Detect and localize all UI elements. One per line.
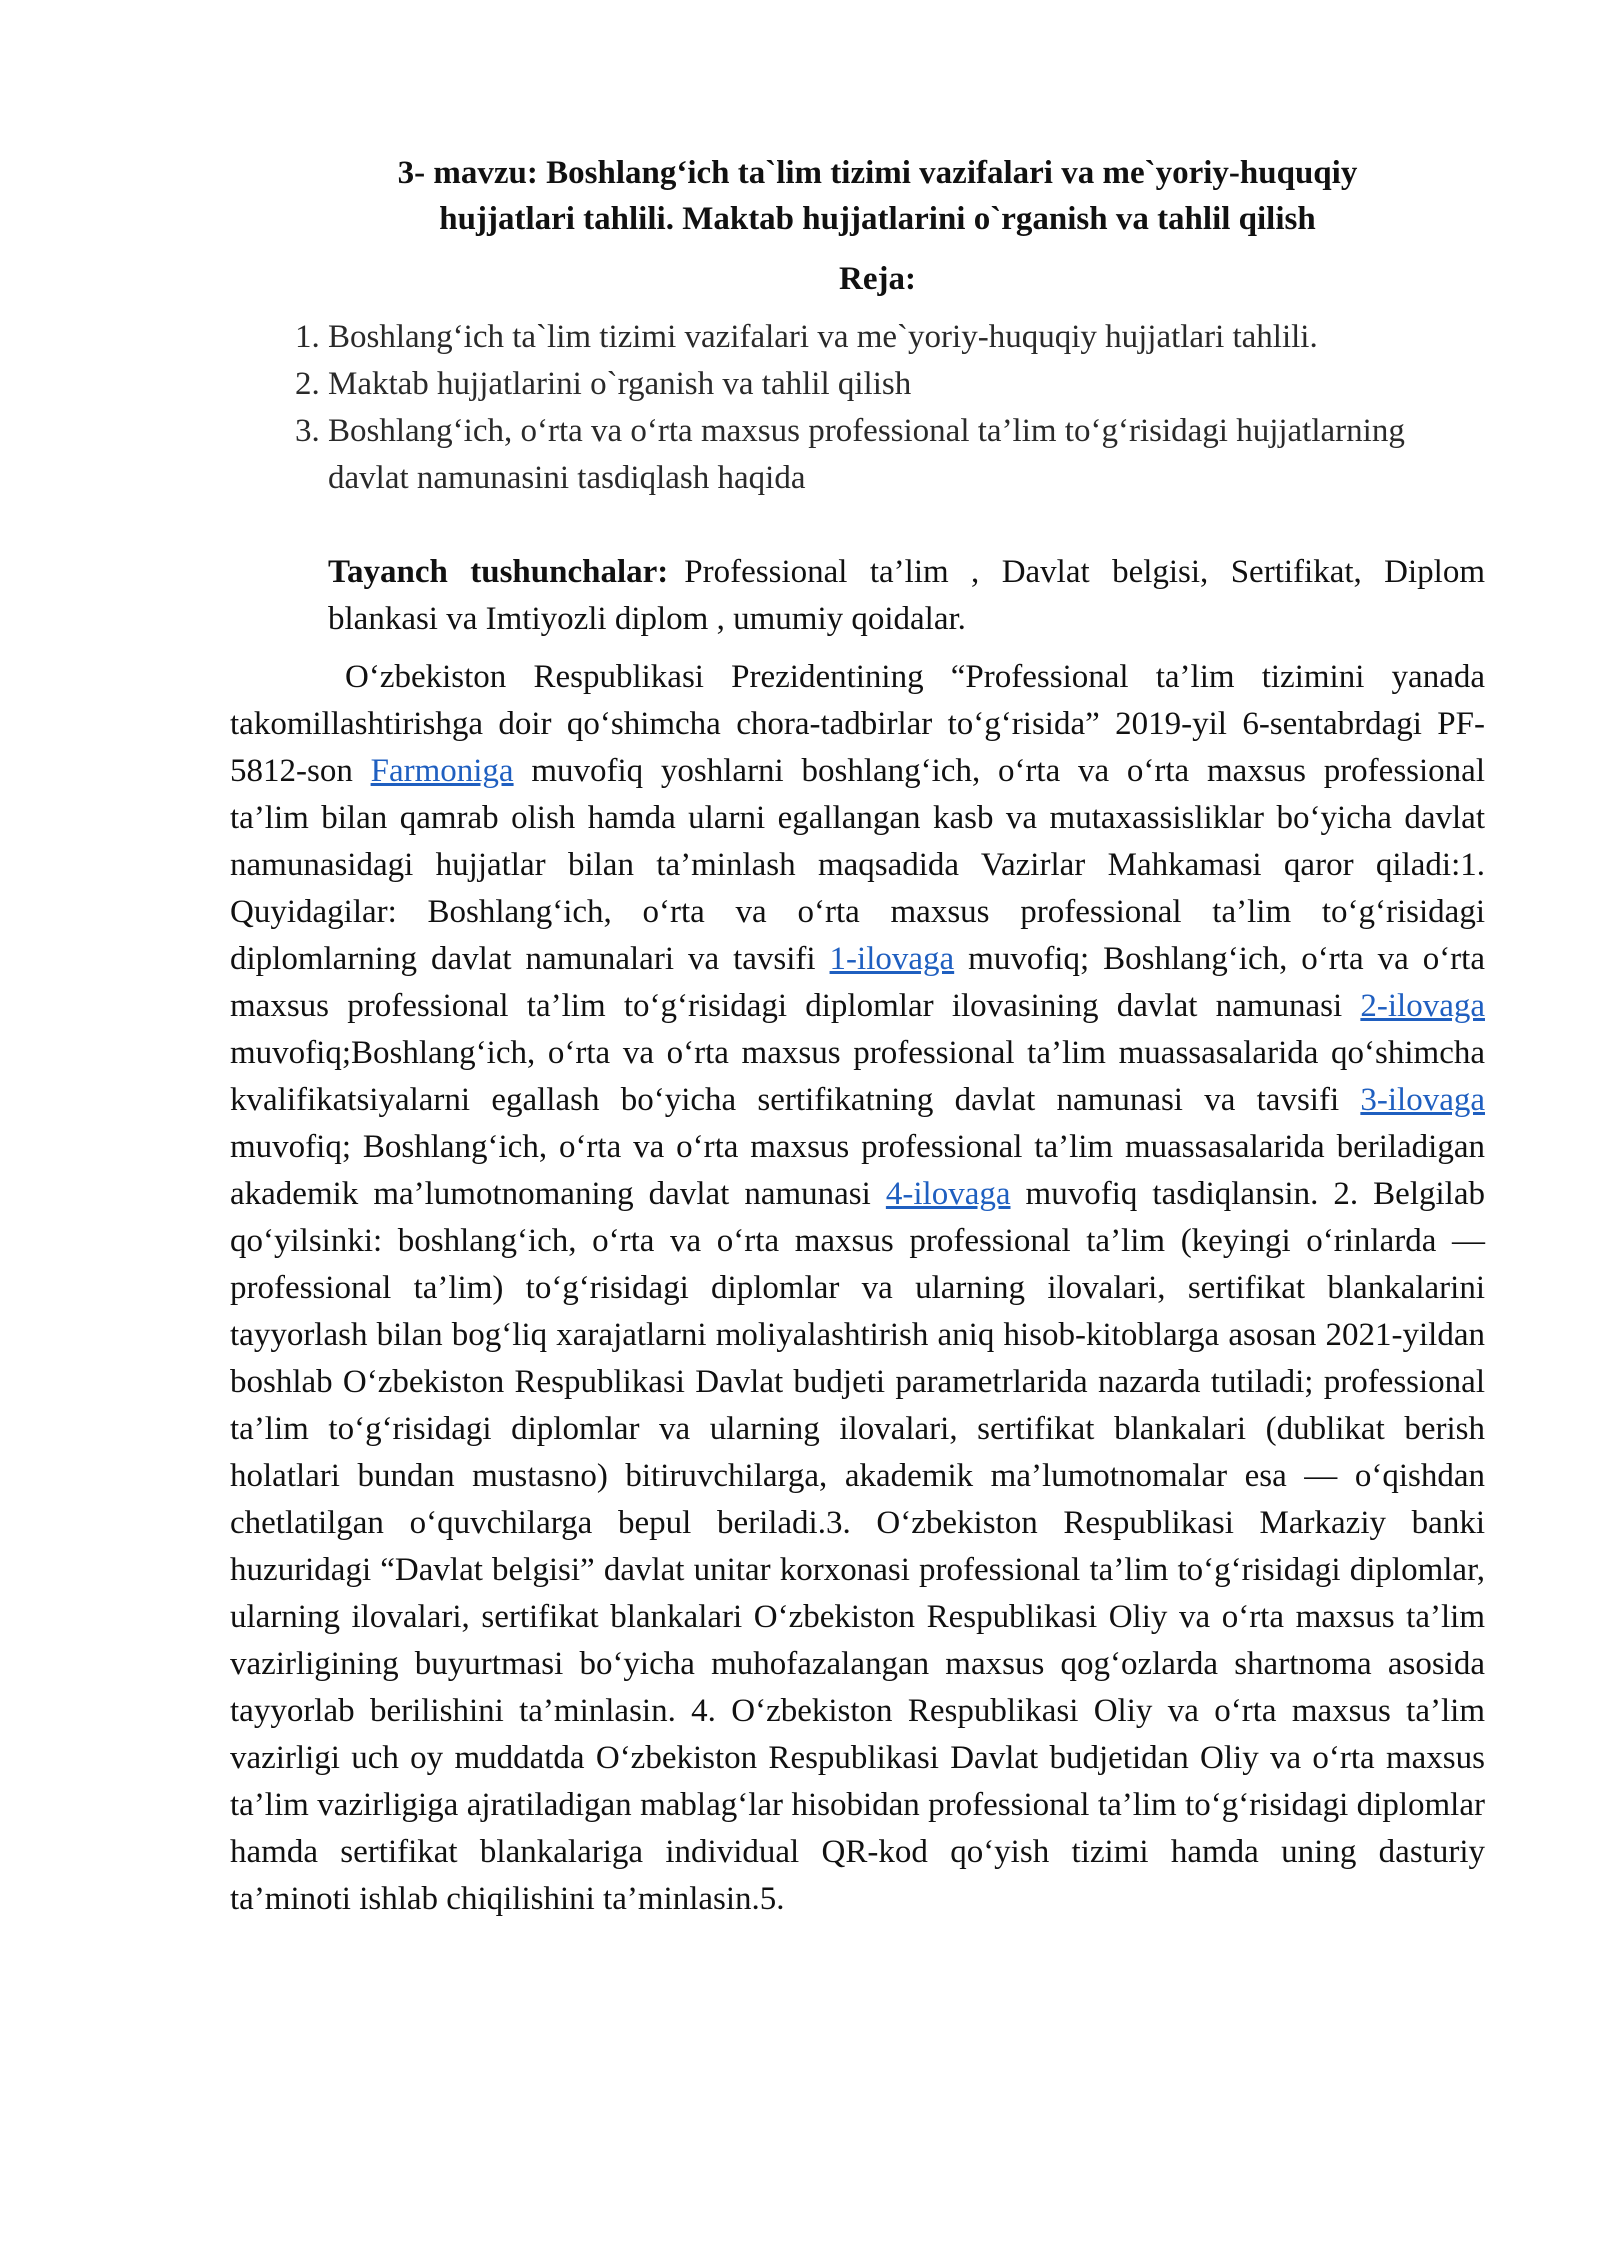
page-title <box>230 150 1485 242</box>
plan-list <box>230 314 1485 502</box>
title-line-2: hujjatlari tahlili. Maktab hujjatlarini o`rganish va tahlil qilish <box>439 201 1316 237</box>
body-text-5: muvofiq; Boshlang‘ich, o‘rta va o‘rta maxsus professional ta’lim muassasalarida beriladigan akademik ma’lumotnomaning davlat namunasi <box>230 1129 1485 1212</box>
body-text-6: muvofiq tasdiqlansin. 2. Belgilab qo‘yilsinki: boshlang‘ich, o‘rta va o‘rta maxsus professional ta’lim (keyingi o‘rinlarda — professional ta’lim) to‘g‘risidagi diplomlar va ularning ilovalari, sertifikat blankalarini tayyorlash bilan bog‘liq xarajatlarni moliyalashtirish aniq hisob-kitoblarga asosan 2021-yildan boshlab O‘zbekiston Respublikasi Davlat budjeti parametrlarida nazarda tutiladi; professional ta’lim to‘g‘risidagi diplomlar va ularning ilovalari, sertifikat blankalari (dublikat berish holatlari bundan mustasno) bitiruvchilarga, akademik ma’lumotnomalar esa — o‘qishdan chetlatilgan o‘quvchilarga bepul beriladi.3. O‘zbekiston Respublikasi Markaziy banki huzuridagi “Davlat belgisi” davlat unitar korxonasi professional ta’lim to‘g‘risidagi diplomlar, ularning ilovalari, sertifikat blankalari O‘zbekiston Respublikasi Oliy va o‘rta maxsus ta’lim vazirligining buyurtmasi bo‘yicha muhofazalangan maxsus qog‘ozlarda shartnoma asosida tayyorlab berilishini ta’minlasin. 4. O‘zbekiston Respublikasi Oliy va o‘rta maxsus ta’lim vazirligi uch oy muddatda O‘zbekiston Respublikasi Davlat budjetidan Oliy va o‘rta maxsus ta’lim vazirligiga ajratiladigan mablag‘lar hisobidan professional ta’lim to‘g‘risidagi diplomlar hamda sertifikat blankalariga individual QR-kod qo‘yish tizimi hamda uning dasturiy ta’minoti ishlab chiqilishini ta’minlasin.5. <box>230 1176 1485 1917</box>
link-ilova-4[interactable]: 4-ilovaga <box>885 1176 1011 1212</box>
link-ilova-2[interactable]: 2-ilovaga <box>1360 988 1485 1024</box>
link-ilova-3[interactable]: 3-ilovaga <box>1360 1082 1485 1118</box>
body-text-3: muvofiq; Boshlang‘ich, o‘rta va o‘rta maxsus professional ta’lim to‘g‘risidagi diplomlar ilovasining davlat namunasi <box>230 941 1485 1024</box>
body-text-4: muvofiq;Boshlang‘ich, o‘rta va o‘rta maxsus professional ta’lim muassasalarida qo‘shimcha kvalifikatsiyalarni egallash bo‘yicha sertifikatning davlat namunasi va tavsifi <box>230 1035 1485 1118</box>
plan-heading: Reja: <box>839 261 916 297</box>
link-ilova-1[interactable]: 1-ilovaga <box>829 941 955 977</box>
key-terms-text: Professional ta’lim , Davlat belgisi, Sertifikat, Diplom blankasi va Imtiyozli diplom , umumiy qoidalar. <box>328 554 1485 637</box>
plan-item-2: 2. Maktab hujjatlarini o`rganish va tahlil qilish <box>328 361 1485 408</box>
body-text-1: O‘zbekiston Respublikasi Prezidentining “Professional ta’lim tizimini yanada takomillashtirishga doir qo‘shimcha chora-tadbirlar to‘g‘risida” 2019-yil 6-sentabrdagi PF-5812-son <box>230 659 1485 789</box>
body-paragraph <box>230 654 1485 1923</box>
key-terms-label: Tayanch tushunchalar: <box>328 554 669 590</box>
body-text-2: muvofiq yoshlarni boshlang‘ich, o‘rta va o‘rta maxsus professional ta’lim bilan qamrab olish hamda ularni egallangan kasb va mutaxassisliklar bo‘yicha davlat namunasidagi hujjatlar bilan ta’minlash maqsadida Vazirlar Mahkamasi qaror qiladi:1. Quyidagilar: Boshlang‘ich, o‘rta va o‘rta maxsus professional ta’lim to‘g‘risidagi diplomlarning davlat namunalari va tavsifi <box>230 753 1485 977</box>
link-farmoniga[interactable]: Farmoniga <box>370 753 514 789</box>
plan-item-3: 3. Boshlang‘ich, o‘rta va o‘rta maxsus professional ta’lim to‘g‘risidagi hujjatlarning davlat namunasini tasdiqlash haqida <box>328 408 1485 502</box>
key-terms <box>328 549 1485 643</box>
plan-item-1: 1. Boshlang‘ich ta`lim tizimi vazifalari va me`yoriy-huquqiy hujjatlari tahlili. <box>328 314 1485 361</box>
title-line-1: 3- mavzu: Boshlang‘ich ta`lim tizimi vazifalari va me`yoriy-huquqiy <box>397 155 1358 191</box>
